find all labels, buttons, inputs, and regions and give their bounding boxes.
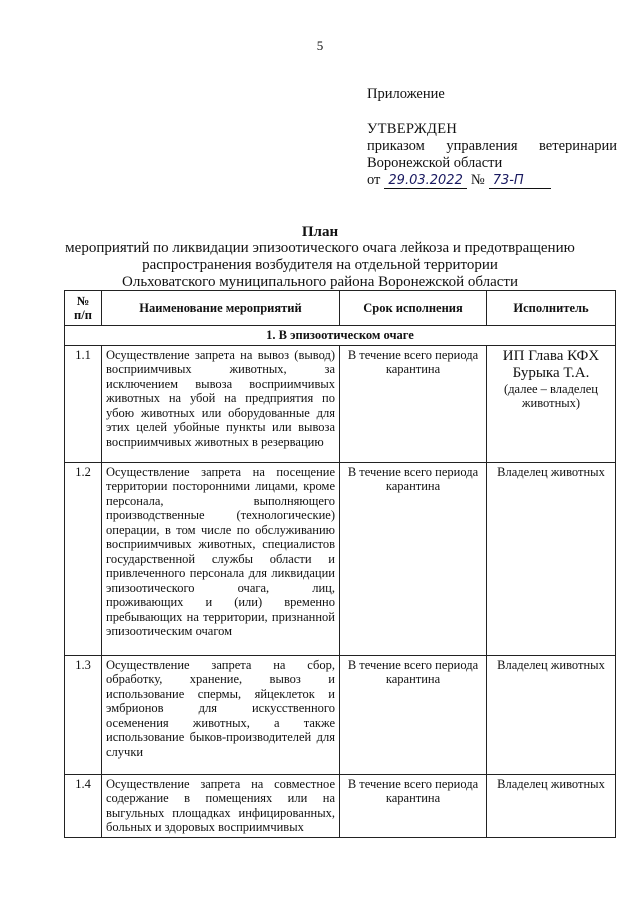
table-row	[65, 655, 616, 774]
header-name: Наименование мероприятий	[102, 291, 340, 326]
row-name: Осуществление запрета на сбор, обработку, хранение, вывоз и использование спермы, яйцеклеток и эмбрионов для искусственного осеменения животных, а также использование быков-производителей для случки	[102, 655, 340, 774]
row-exec-main: ИП Глава КФХ Бурыка Т.А.	[502, 347, 600, 381]
plan-subtitle	[40, 240, 600, 291]
appendix-label: Приложение	[367, 86, 445, 102]
plan-subtitle-line-3: Ольховатского муниципального района Воронежской области	[122, 274, 518, 290]
number-prefix: №	[470, 172, 485, 188]
row-exec: Владелец животных	[487, 655, 616, 774]
order-date: 29.03.2022	[384, 173, 466, 189]
plan-table	[64, 290, 616, 838]
row-term: В течение всего периода карантина	[340, 462, 487, 655]
approval-date-line	[367, 172, 617, 189]
page-number: 5	[316, 38, 324, 53]
header-num-line-1: №	[76, 294, 90, 308]
row-exec-note: (далее – владелец животных)	[504, 381, 598, 410]
table-row	[65, 774, 616, 837]
header-exec: Исполнитель	[487, 291, 616, 326]
row-term: В течение всего периода карантина	[340, 774, 487, 837]
approval-line-1: приказом управления ветеринарии	[367, 138, 617, 154]
row-num: 1.3	[65, 655, 102, 774]
row-exec: Владелец животных	[487, 774, 616, 837]
row-term: В течение всего периода карантина	[340, 655, 487, 774]
section-title: 1. В эпизоотическом очаге	[65, 326, 616, 346]
plan-title: План	[301, 224, 339, 240]
header-num-line-2: п/п	[74, 308, 92, 322]
header-num	[65, 291, 102, 326]
table-row	[65, 345, 616, 462]
header-term: Срок исполнения	[340, 291, 487, 326]
row-num: 1.4	[65, 774, 102, 837]
row-exec: Владелец животных	[487, 462, 616, 655]
approved-label: УТВЕРЖДЕН	[367, 121, 458, 137]
row-name: Осуществление запрета на вывоз (вывод) восприимчивых животных, за исключением вывоза восприимчивых животных на убой на предприятия по убою животных или оборудованные для этих целей убойные пункты или вывоза восприимчивых животных в резервацию	[102, 345, 340, 462]
plan-subtitle-line-1: мероприятий по ликвидации эпизоотического очага лейкоза и предотвращению	[65, 240, 575, 256]
table-row	[65, 462, 616, 655]
row-exec	[487, 345, 616, 462]
row-num: 1.1	[65, 345, 102, 462]
row-name: Осуществление запрета на посещение территории посторонними лицами, кроме персонала, выполняющего производственные (технологические) операции, в том числе по обслуживанию восприимчивых животных, специалистов государственной службы области и привлеченного персонала для ликвидации эпизоотического очага, лиц, проживающих и (или) временно пребывающих на территории, признанной эпизоотическим очагом	[102, 462, 340, 655]
approval-line-2: Воронежской области	[367, 155, 503, 171]
plan-subtitle-line-2: распространения возбудителя на отдельной территории	[142, 257, 498, 273]
row-name: Осуществление запрета на совместное содержание в помещениях или на выгульных площадках инфицированных, больных и здоровых восприимчивых	[102, 774, 340, 837]
order-number: 73-П	[489, 173, 551, 189]
row-term: В течение всего периода карантина	[340, 345, 487, 462]
section-row	[65, 326, 616, 346]
approval-block	[367, 86, 617, 189]
date-prefix: от	[367, 172, 381, 188]
table-header-row	[65, 291, 616, 326]
row-num: 1.2	[65, 462, 102, 655]
